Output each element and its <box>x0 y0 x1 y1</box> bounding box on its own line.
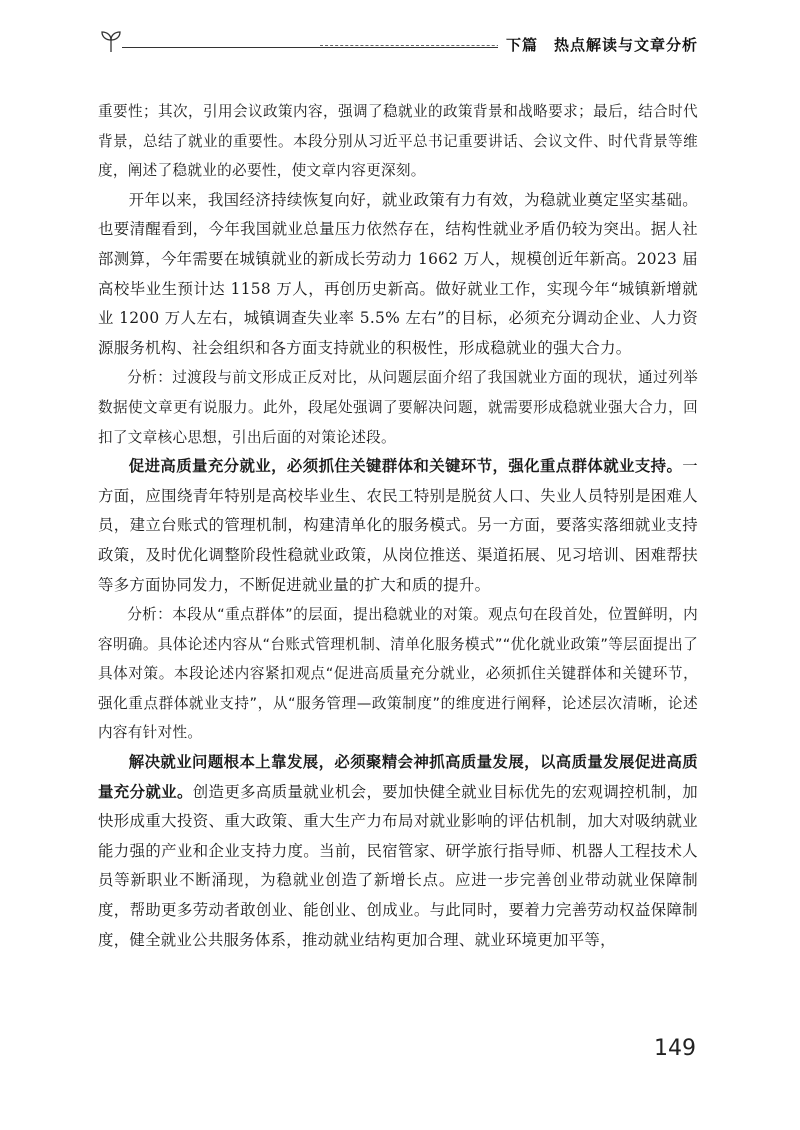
header-title: 下篇 热点解读与文章分析 <box>498 34 698 55</box>
paragraph-analysis-continued: 重要性；其次，引用会议政策内容，强调了稳就业的政策背景和战略要求；最后，结合时代背景，总结了就业的重要性。本段分别从习近平总书记重要讲话、会议文件、时代背景等维度，阐述了稳就业的必要性，使文章内容更深刻。 <box>98 103 698 180</box>
paragraph-body: 创造更多高质量就业机会，要加快健全就业目标优先的宏观调控机制，加快形成重大投资、重大政策、重大生产力布局对就业影响的评估机制，加大对吸纳就业能力强的产业和企业支持力度。当前，民宿管家、研学旅行指导师、机器人工程技术人员等新职业不断涌现，为稳就业创造了新增长点。应进一步完善创业带动就业保障制度，帮助更多劳动者敢创业、能创业、创成业。与此同时，要着力完善劳动权益保障制度，健全就业公共服务体系，推动就业结构更加合理、就业环境更加平等， <box>98 782 698 949</box>
page-number: 149 <box>654 1036 696 1061</box>
header-rule-dashes <box>320 45 520 46</box>
paragraph-body: 一方面，应围绕青年特别是高校毕业生、农民工特别是脱贫人口、失业人员特别是困难人员，建立台账式的管理机制，构建清单化的服务模式。另一方面，要落实落细就业支持政策，及时优化调整阶段性稳就业政策，从岗位推送、渠道拓展、见习培训、困难帮扶等多方面协同发力，不断促进就业量的扩大和质的提升。 <box>98 457 698 594</box>
paragraph-topic-sentence: 解决就业问题根本上靠发展，必须聚精会神抓高质量发展，以高质量发展促进高质量充分就业。 <box>98 753 698 801</box>
paragraph-article-key-groups <box>98 452 698 600</box>
paragraph-article-development <box>98 748 698 955</box>
running-header <box>98 28 698 62</box>
paragraph-analysis-key-groups: 分析：本段从“重点群体”的层面，提出稳就业的对策。观点句在段首处，位置鲜明，内容明确。具体论述内容从“台账式管理机制、清单化服务模式”“优化就业政策”等层面提出了具体对策。本段论述内容紧扣观点“促进高质量充分就业，必须抓住关键群体和关键环节，强化重点群体就业支持”，从“服务管理—政策制度”的维度进行阐释，论述层次清晰，论述内容有针对性。 <box>98 606 698 742</box>
body-text <box>98 97 698 955</box>
paragraph-article-transition: 开年以来，我国经济持续恢复向好，就业政策有力有效，为稳就业奠定坚实基础。也要清醒看到，今年我国就业总量压力依然存在，结构性就业矛盾仍较为突出。据人社部测算，今年需要在城镇就业的新成长劳动力 1662 万人，规模创近年新高。2023 届高校毕业生预计达 1158 万人，再创历史新高。做好就业工作，实现今年“城镇新增就业 1200 万人左右，城镇调查失业率 5.5% 左右”的目标，必须充分调动企业、人力资源服务机构、社会组织和各方面支持就业的积极性，形成稳就业的强大合力。 <box>98 190 698 357</box>
sprout-icon <box>98 28 124 54</box>
paragraph-topic-sentence: 促进高质量充分就业，必须抓住关键群体和关键环节，强化重点群体就业支持。 <box>128 457 683 476</box>
paragraph-analysis-transition: 分析：过渡段与前文形成正反对比，从问题层面介绍了我国就业方面的现状，通过列举数据使文章更有说服力。此外，段尾处强调了要解决问题，就需要形成稳就业强大合力，回扣了文章核心思想，引出后面的对策论述段。 <box>98 369 698 446</box>
